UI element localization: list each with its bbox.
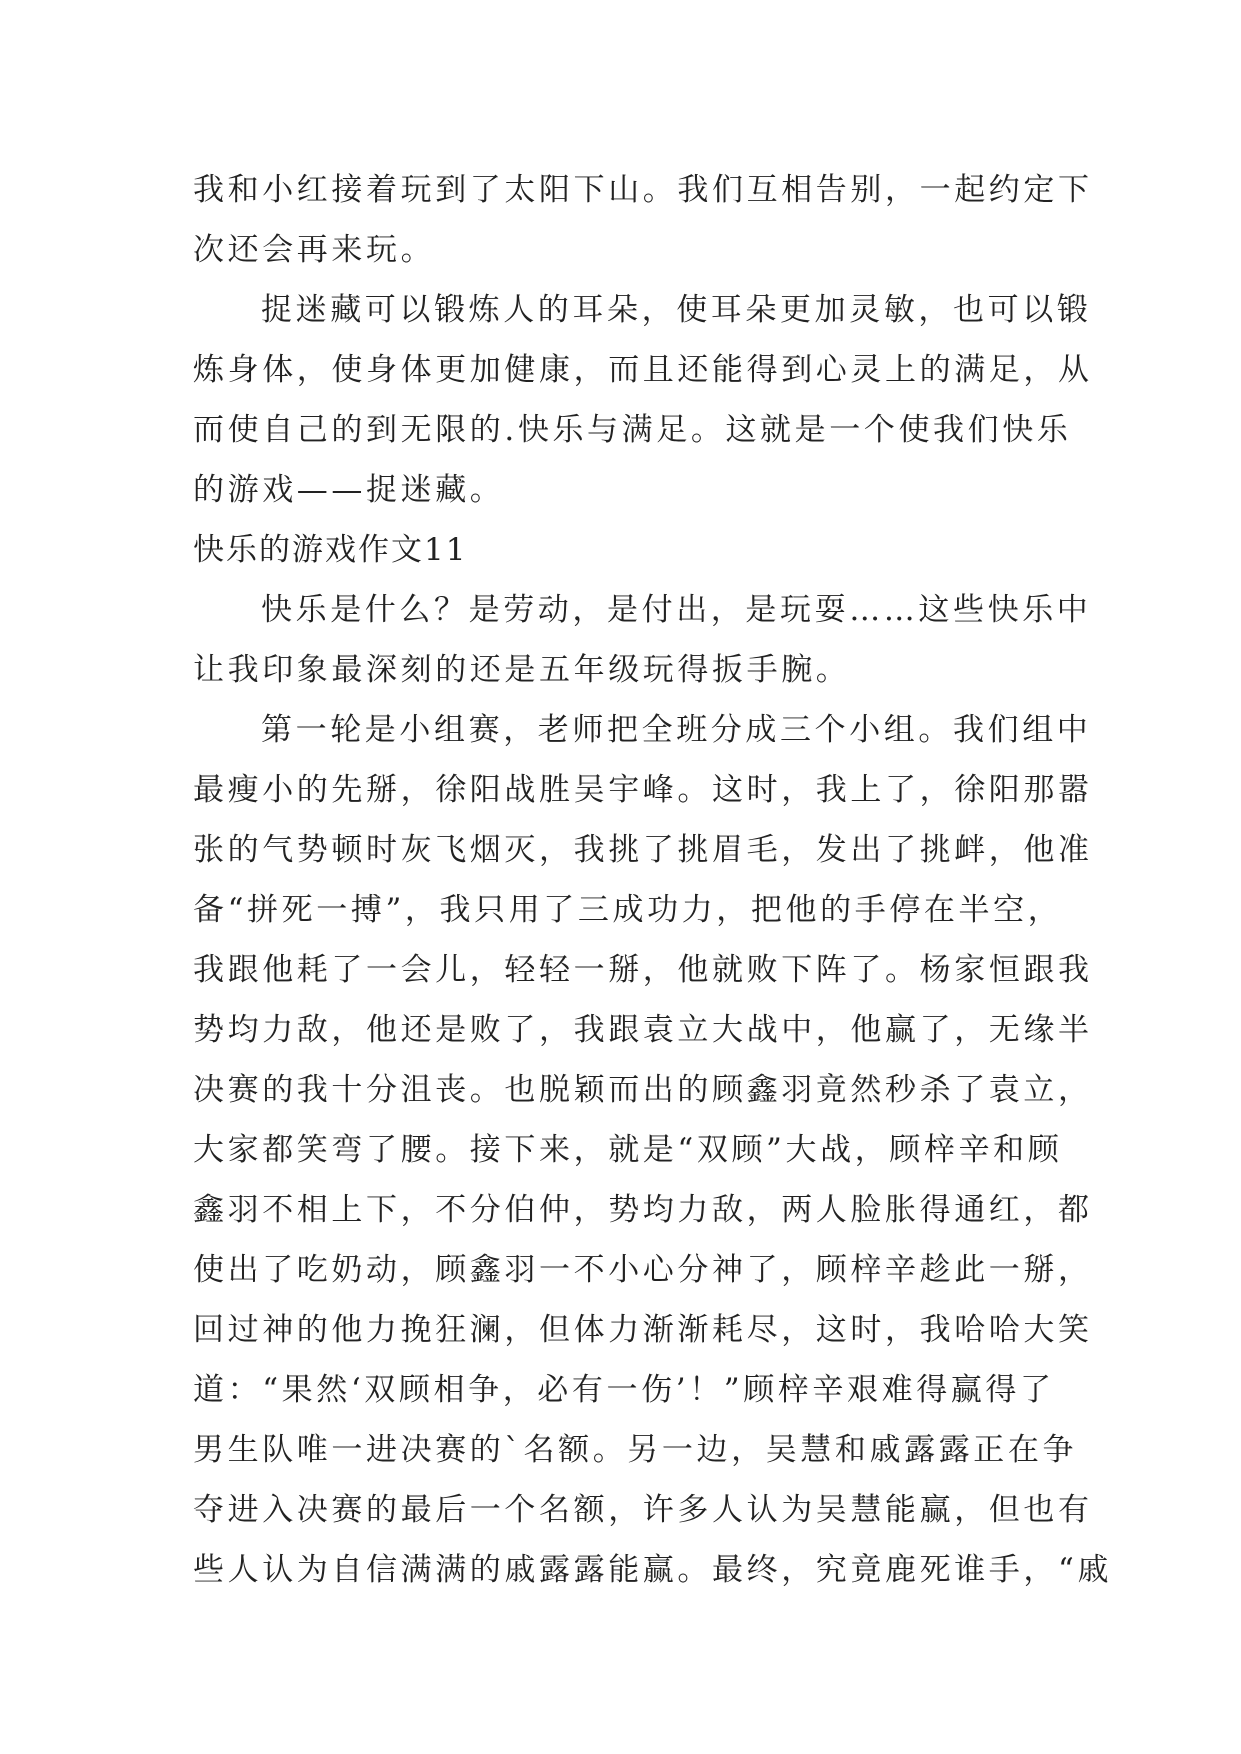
text-line: 炼身体，使身体更加健康，而且还能得到心灵上的满足，从 [193, 352, 1093, 388]
text-line: 大家都笑弯了腰。接下来，就是“双顾”大战，顾梓辛和顾 [193, 1132, 1063, 1168]
text-line: 我和小红接着玩到了太阳下山。我们互相告别，一起约定下 [193, 172, 1093, 208]
text-line: 的游戏——捉迷藏。 [193, 472, 505, 508]
text-line: 捉迷藏可以锻炼人的耳朵，使耳朵更加灵敏，也可以锻 [261, 292, 1092, 328]
text-line: 些人认为自信满满的戚露露能赢。最终，究竟鹿死谁手，“戚 [193, 1552, 1113, 1588]
text-line: 势均力敌，他还是败了，我跟袁立大战中，他赢了，无缘半 [193, 1012, 1093, 1048]
text-line: 使出了吃奶动，顾鑫羽一不小心分神了，顾梓辛趁此一掰， [193, 1252, 1093, 1288]
paragraph-1 [193, 160, 1093, 280]
text-line: 决赛的我十分沮丧。也脱颖而出的顾鑫羽竟然秒杀了袁立， [193, 1072, 1093, 1108]
text-line: 快乐是什么？是劳动，是付出，是玩耍……这些快乐中 [261, 592, 1092, 628]
text-line: 让我印象最深刻的还是五年级玩得扳手腕。 [193, 652, 851, 688]
section-heading: 快乐的游戏作文11 [193, 532, 468, 568]
paragraph-2 [193, 280, 1093, 520]
text-line: 次还会再来玩。 [193, 232, 436, 268]
text-line: 张的气势顿时灰飞烟灭，我挑了挑眉毛，发出了挑衅，他准 [193, 832, 1093, 868]
text-line: 第一轮是小组赛，老师把全班分成三个小组。我们组中 [261, 712, 1092, 748]
text-line: 男生队唯一进决赛的`名额。另一边，吴慧和戚露露正在争 [193, 1432, 1078, 1468]
paragraph-4 [193, 700, 1113, 1600]
text-line: 道：“果然‘双顾相争，必有一伤’！”顾梓辛艰难得赢得了 [193, 1372, 1055, 1408]
text-line: 我跟他耗了一会儿，轻轻一掰，他就败下阵了。杨家恒跟我 [193, 952, 1093, 988]
text-line: 回过神的他力挽狂澜，但体力渐渐耗尽，这时，我哈哈大笑 [193, 1312, 1093, 1348]
document-body [193, 160, 1113, 1600]
paragraph-3 [193, 580, 1092, 700]
text-line: 备“拼死一搏”，我只用了三成功力，把他的手停在半空， [193, 892, 1063, 928]
text-line: 夺进入决赛的最后一个名额，许多人认为吴慧能赢，但也有 [193, 1492, 1093, 1528]
text-line: 最瘦小的先掰，徐阳战胜吴宇峰。这时，我上了，徐阳那嚣 [193, 772, 1093, 808]
text-line: 而使自己的到无限的.快乐与满足。这就是一个使我们快乐 [193, 412, 1072, 448]
text-line: 鑫羽不相上下，不分伯仲，势均力敌，两人脸胀得通红，都 [193, 1192, 1093, 1228]
